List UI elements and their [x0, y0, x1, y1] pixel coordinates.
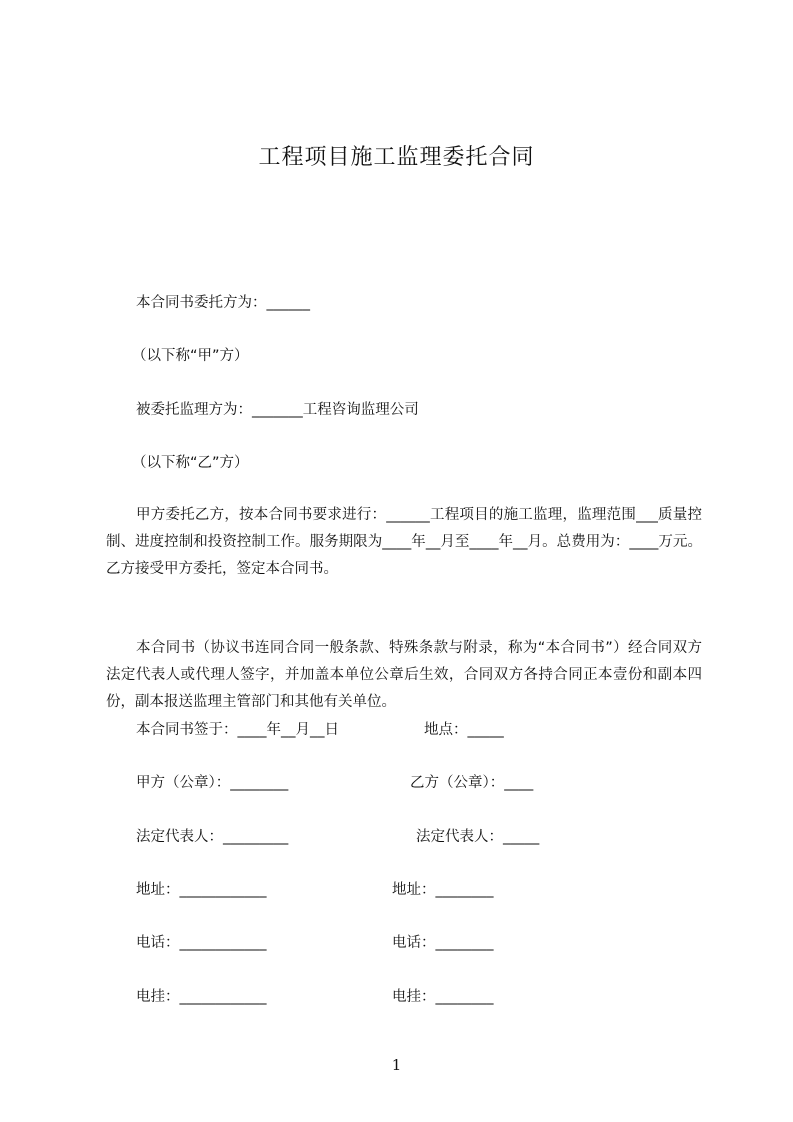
- party-b-representative: 法定代表人：_____: [416, 829, 540, 845]
- contractor-line: 被委托监理方为：_______工程咨询监理公司: [136, 402, 419, 418]
- party-a-representative: 法定代表人：_________: [136, 829, 289, 845]
- contractor-alias: （以下称“乙”方）: [132, 455, 249, 471]
- party-a-phone: 电话：____________: [136, 935, 267, 951]
- signed-date: 本合同书签于：____年__月__日: [136, 722, 339, 738]
- signed-place: 地点：_____: [424, 722, 504, 738]
- page-number: 1: [391, 1056, 402, 1074]
- scope-paragraph: 甲方委托乙方，按本合同书要求进行：______工程项目的施工监理，监理范围___质量控制、进度控制和投资控制工作。服务期限为____年__月至____年__月。总费用为：____万元。乙方接受甲方委托，签定本合同书。: [106, 507, 702, 577]
- party-a-telex: 电挂：____________: [136, 989, 267, 1005]
- party-b-seal: 乙方（公章）：____: [410, 775, 534, 791]
- validity-paragraph: 本合同书（协议书连同合同一般条款、特殊条款与附录，称为“本合同书”）经合同双方法定代表人或代理人签字，并加盖本单位公章后生效，合同双方各持合同正本壹份和副本四份，副本报送监理主管部门和其他有关单位。: [106, 640, 702, 710]
- client-line: 本合同书委托方为：______: [136, 295, 310, 311]
- document-title: 工程项目施工监理委托合同: [258, 145, 535, 170]
- party-a-address: 地址：____________: [136, 882, 267, 898]
- party-b-telex: 电挂：________: [392, 989, 494, 1005]
- party-b-address: 地址：________: [392, 882, 494, 898]
- client-alias: （以下称“甲”方）: [132, 348, 249, 364]
- party-a-seal: 甲方（公章）：________: [136, 775, 289, 791]
- party-b-phone: 电话：________: [392, 935, 494, 951]
